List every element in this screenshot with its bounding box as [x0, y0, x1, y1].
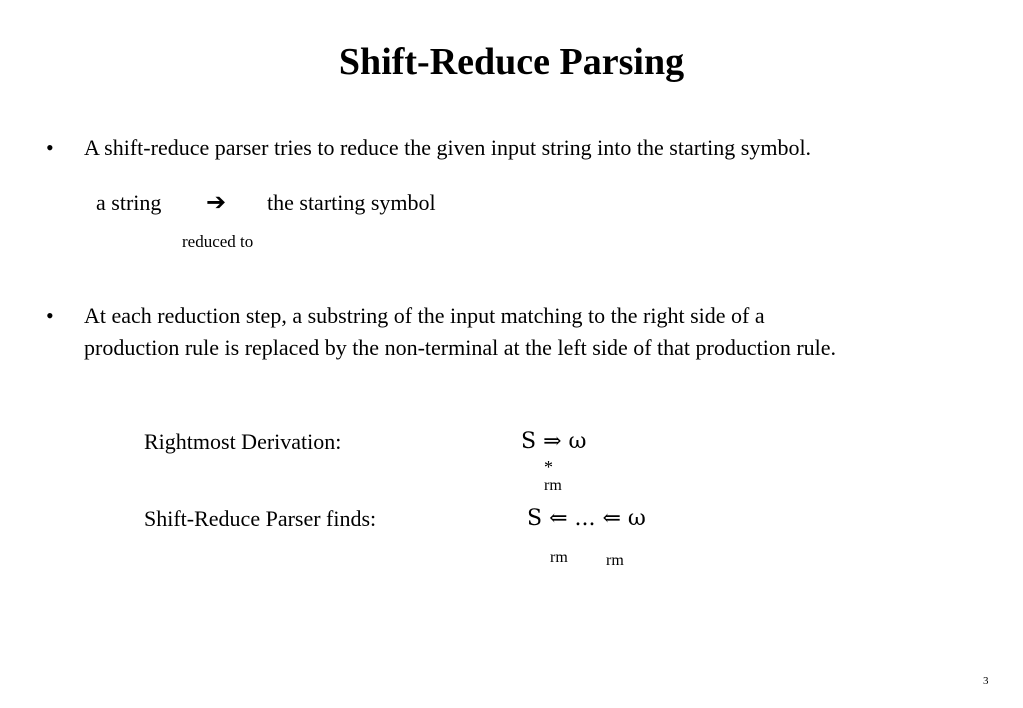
bullet-marker-2: • [46, 303, 54, 328]
parser-finds-label: Shift-Reduce Parser finds: [144, 506, 377, 531]
bullet-text-2-line-1: At each reduction step, a substring of the input matching to the right side of a [84, 303, 765, 328]
derivation-rm-subscript: rm [544, 477, 562, 494]
reduced-to-label: reduced to [182, 232, 254, 251]
bullet-text-1: A shift-reduce parser tries to reduce the given input string into the starting symbol. [84, 135, 812, 160]
parser-rm-subscript-1: rm [550, 549, 568, 566]
bullet-text-2-line-2: production rule is replaced by the non-terminal at the left side of that production rule. [84, 335, 837, 360]
reduction-to: the starting symbol [267, 190, 436, 215]
page-number: 3 [983, 675, 989, 687]
parser-rm-subscript-2: rm [606, 552, 624, 569]
rightmost-derivation-expr: S ⇒ ω [521, 429, 587, 454]
reduction-from: a string [96, 190, 162, 215]
rightmost-derivation-label: Rightmost Derivation: [144, 429, 342, 454]
parser-finds-expr: S ⇐ ... ⇐ ω [527, 506, 646, 531]
right-arrow-icon: ➔ [206, 188, 227, 216]
slide-title: Shift-Reduce Parsing [338, 41, 685, 83]
derivation-star: * [544, 457, 553, 477]
bullet-marker-1: • [46, 135, 54, 160]
